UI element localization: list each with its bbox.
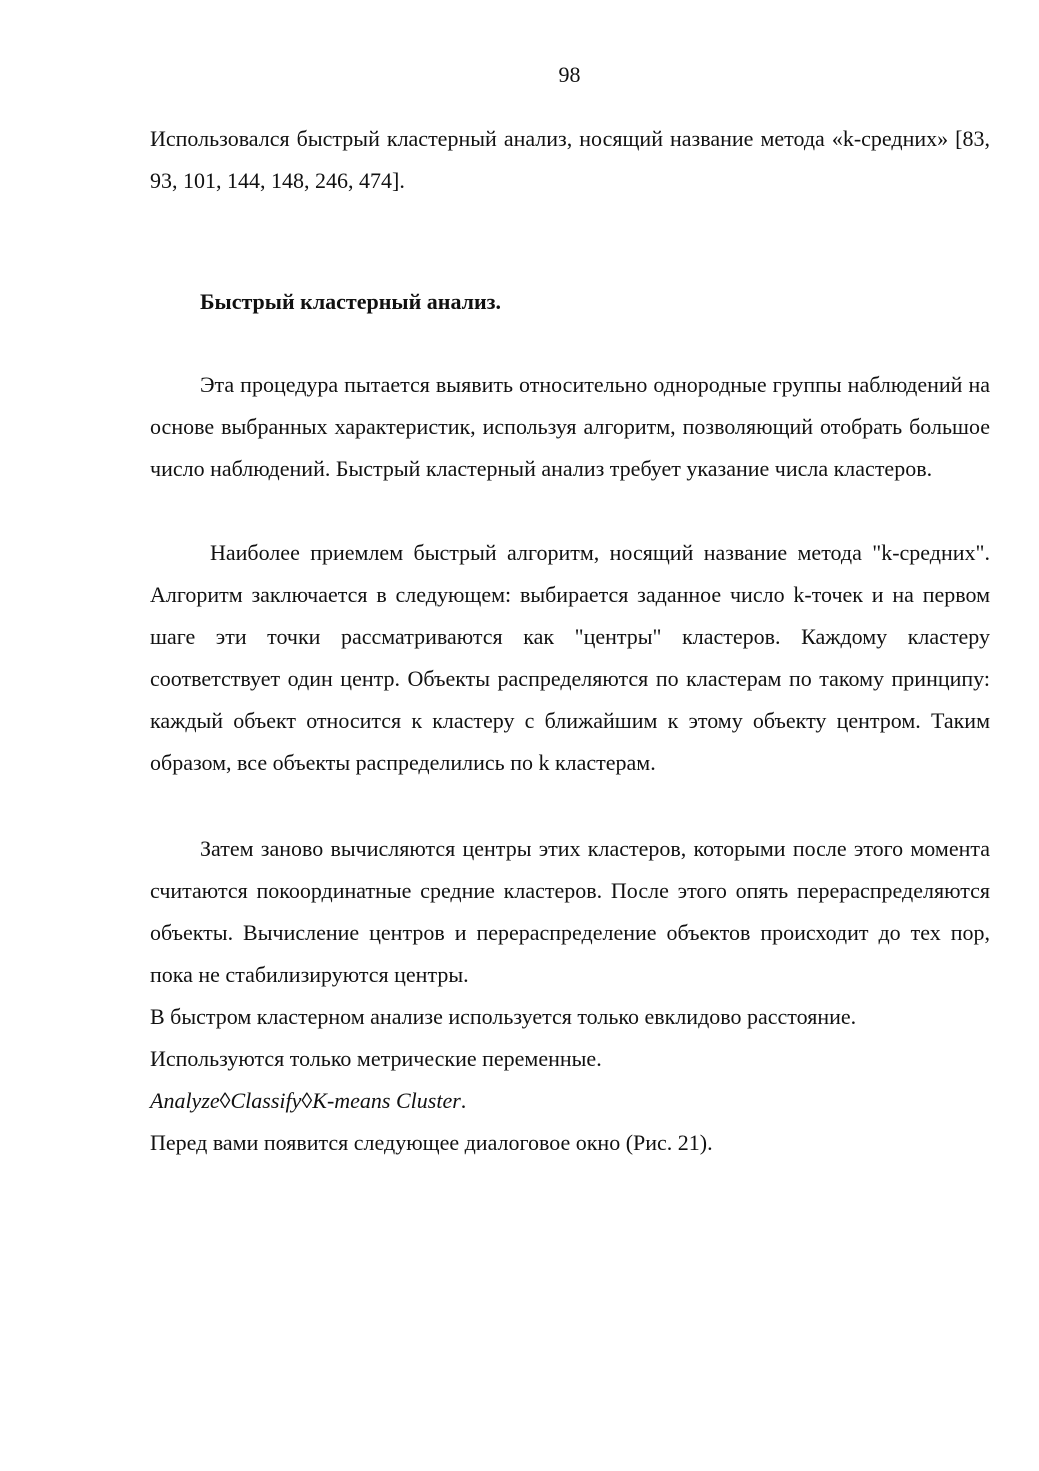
paragraph-algorithm: Наиболее приемлем быстрый алгоритм, носящий название метода "k-средних". Алгоритм заключается в следующем: выбирается заданное число k-точек и на первом шаге эти точки рассматриваются как "центры" кластеров. Каждому кластеру соответствует один центр. Объекты распределяются по кластерам по такому принципу: каждый объект относится к кластеру с ближайшим к этому объекту центром. Таким образом, все объекты распределились по k кластерам. bbox=[150, 540, 990, 775]
menu-path: Analyze◊Classify◊K-means Cluster bbox=[150, 1088, 461, 1113]
intro-paragraph: Использовался быстрый кластерный анализ, носящий название метода «k-средних» [83, 93, 101, 144, 148, 246, 474]. bbox=[150, 126, 990, 193]
line-euclidean: В быстром кластерном анализе используется только евклидово расстояние. bbox=[150, 1004, 857, 1029]
menu-path-period: . bbox=[460, 1088, 467, 1113]
paragraph-recompute: Затем заново вычисляются центры этих кластеров, которыми после этого момента считаются покоординатные средние кластеров. После этого опять перераспределяются объекты. Вычисление центров и перераспределение объектов происходит до тех пор, пока не стабилизируются центры. bbox=[150, 836, 990, 987]
menu-path-line bbox=[150, 1080, 990, 1122]
page-number: 98 bbox=[558, 62, 581, 87]
line-metric: Используются только метрические переменные. bbox=[150, 1046, 602, 1071]
paragraph-procedure: Эта процедура пытается выявить относительно однородные группы наблюдений на основе выбранных характеристик, используя алгоритм, позволяющий отобрать большое число наблюдений. Быстрый кластерный анализ требует указание числа кластеров. bbox=[150, 372, 990, 481]
section-heading: Быстрый кластерный анализ. bbox=[200, 289, 501, 314]
line-dialog: Перед вами появится следующее диалоговое окно (Рис. 21). bbox=[150, 1130, 713, 1155]
